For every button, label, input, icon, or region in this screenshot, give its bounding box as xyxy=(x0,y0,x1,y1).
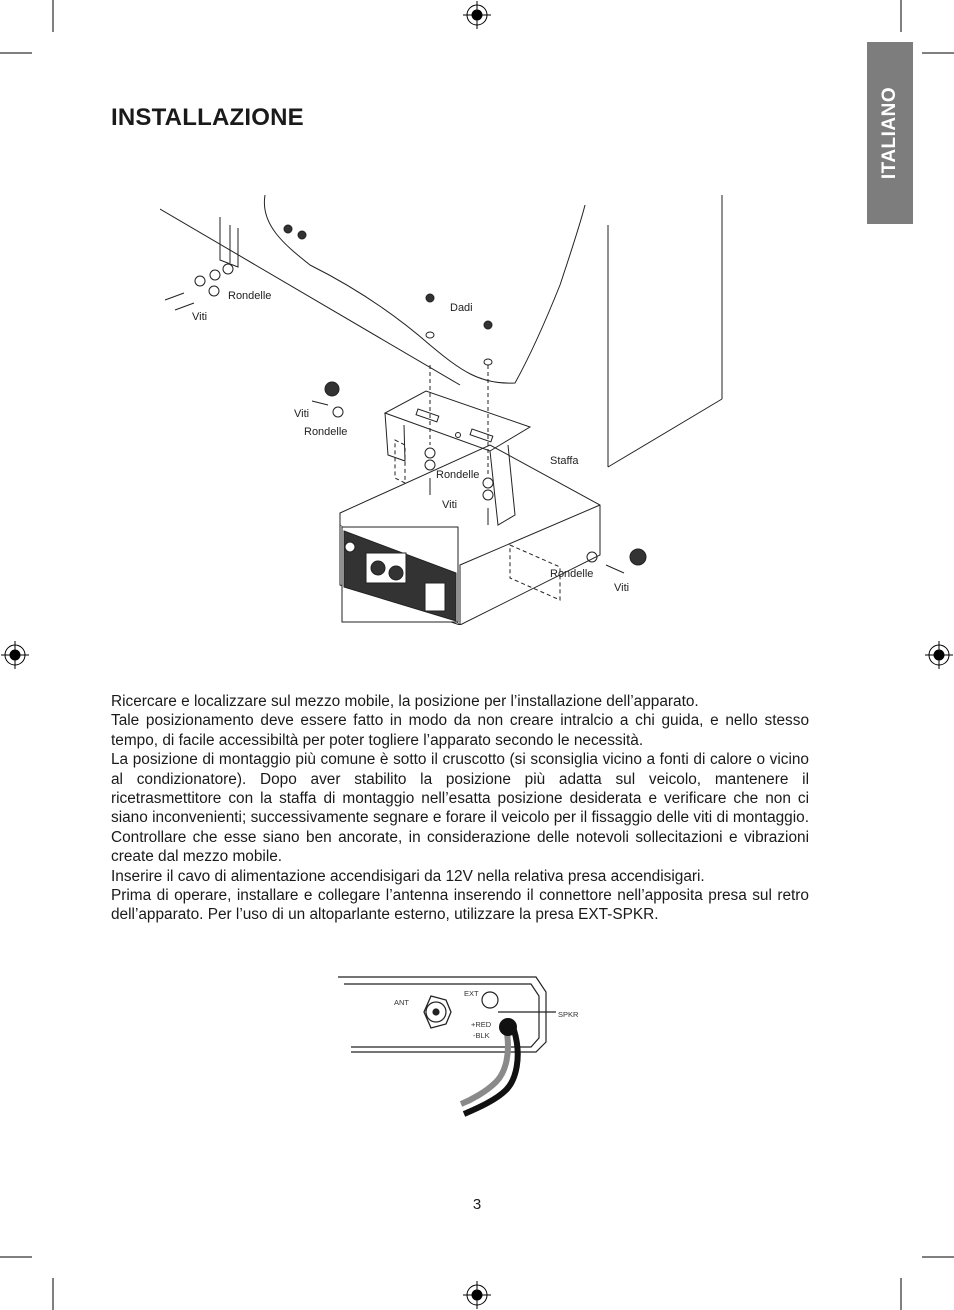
label-rondelle-left: Rondelle xyxy=(304,426,348,438)
label-rondelle-top: Rondelle xyxy=(228,290,272,302)
paragraph: Tale posizionamento deve essere fatto in modo da non creare intralcio a chi guida, e nello stesso tempo, di facile accessibiltà per poter togliere l’apparato secondo le necessità. xyxy=(111,712,809,749)
label-rondelle-mid: Rondelle xyxy=(436,469,480,481)
label-blk: -BLK xyxy=(473,1031,490,1040)
language-tab xyxy=(867,42,913,224)
registration-mark-left xyxy=(1,641,29,669)
instructions-text xyxy=(111,692,809,925)
registration-mark-bottom xyxy=(463,1281,491,1309)
registration-mark-right xyxy=(925,641,953,669)
paragraph: Prima di operare, installare e collegare l’antenna inserendo il connettore nell’apposita presa sul retro dell’apparato. Per l’uso di un altoparlante esterno, utilizzare la presa EXT-SPKR. xyxy=(111,887,809,924)
mounting-diagram xyxy=(160,195,730,625)
label-viti-top: Viti xyxy=(192,311,208,323)
page-title: INSTALLAZIONE xyxy=(111,104,304,131)
page-number: 3 xyxy=(472,1196,482,1213)
label-rondelle-right: Rondelle xyxy=(550,568,594,580)
paragraph: Ricercare e localizzare sul mezzo mobile, la posizione per l’installazione dell’apparato. xyxy=(111,693,699,710)
label-viti-right: Viti xyxy=(614,582,630,594)
label-ext: EXT xyxy=(464,989,479,998)
paragraph: Inserire il cavo di alimentazione accendisigari da 12V nella relativa presa accendisigari. xyxy=(111,867,705,885)
label-viti-mid: Viti xyxy=(442,499,458,511)
label-red: +RED xyxy=(471,1020,492,1029)
label-staffa: Staffa xyxy=(550,455,579,467)
rear-panel-diagram xyxy=(336,972,596,1122)
label-viti-left: Viti xyxy=(294,408,310,420)
language-tab-label: ITALIANO xyxy=(879,86,900,180)
label-spkr: SPKR xyxy=(558,1010,579,1019)
registration-mark-top xyxy=(463,1,491,29)
label-dadi: Dadi xyxy=(450,302,473,314)
label-ant: ANT xyxy=(394,998,409,1007)
paragraph: La posizione di montaggio più comune è sotto il cruscotto (si sconsiglia vicino a fonti di calore o vicino al condizionatore). Dopo aver stabilito la posizione più adatta sul veicolo, mantenere il ricetrasmettitore con la staffa di montaggio nell’esatta posizione desiderata e verificare che non ci siano inconvenienti; successivamente segnare e forare il veicolo per il fissaggio delle viti di montaggio. Controllare che esse siano ben ancorate, in considerazione delle notevoli sollecitazioni e vibrazioni create dal mezzo mobile. xyxy=(111,751,809,866)
